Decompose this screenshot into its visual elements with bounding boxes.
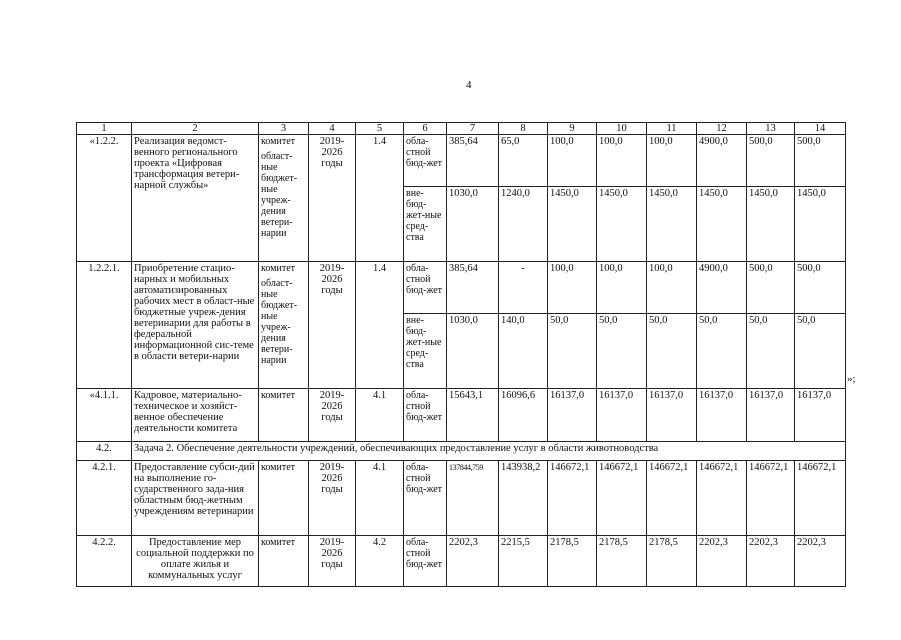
value-cell: 500,0 <box>747 262 795 314</box>
funding-source: обла-стной бюд-жет <box>404 389 447 442</box>
row-indicator: 4.1 <box>356 389 404 442</box>
value-cell: 4900,0 <box>697 262 747 314</box>
value-cell: 50,0 <box>597 314 647 389</box>
row-executor <box>259 135 309 262</box>
value-cell: 1030,0 <box>447 314 499 389</box>
value-cell: 2178,5 <box>597 536 647 587</box>
value-cell: 146672,1 <box>747 461 795 536</box>
value-cell: 100,0 <box>597 262 647 314</box>
column-header: 1 <box>77 123 132 135</box>
value-cell: 385,64 <box>447 135 499 187</box>
column-header: 4 <box>309 123 356 135</box>
funding-source: обла-стной бюд-жет <box>404 262 447 314</box>
row-term: 2019-2026 годы <box>309 262 356 389</box>
row-indicator: 4.1 <box>356 461 404 536</box>
executor-main: комитет <box>261 136 296 147</box>
row-title: Кадровое, материально-техническое и хозяйст-венное обеспечение деятельности комитета <box>132 389 259 442</box>
value-cell: - <box>499 262 548 314</box>
value-cell: 16096,6 <box>499 389 548 442</box>
value-cell: 143938,2 <box>499 461 548 536</box>
column-header: 14 <box>795 123 846 135</box>
column-header: 10 <box>597 123 647 135</box>
column-header: 13 <box>747 123 795 135</box>
value-cell: 100,0 <box>548 262 597 314</box>
value-cell: 2202,3 <box>697 536 747 587</box>
value-cell: 385,64 <box>447 262 499 314</box>
column-header: 7 <box>447 123 499 135</box>
value-cell: 146672,1 <box>795 461 846 536</box>
value-cell: 137844,759 <box>447 461 499 536</box>
row-code: «1.2.2. <box>77 135 132 262</box>
value-cell: 146672,1 <box>548 461 597 536</box>
task-title: Задача 2. Обеспечение деятельности учреждений, обеспечивающих предоставление услуг в области животноводства <box>132 442 846 461</box>
row-executor: комитет <box>259 389 309 442</box>
row-term: 2019-2026 годы <box>309 461 356 536</box>
column-header: 2 <box>132 123 259 135</box>
column-header: 9 <box>548 123 597 135</box>
value-cell: 15643,1 <box>447 389 499 442</box>
row-indicator: 4.2 <box>356 536 404 587</box>
row-executor: комитет <box>259 461 309 536</box>
row-term: 2019-2026 годы <box>309 135 356 262</box>
value-cell: 2178,5 <box>548 536 597 587</box>
table-row <box>77 135 846 187</box>
value-cell: 2202,3 <box>447 536 499 587</box>
value-cell: 100,0 <box>647 135 697 187</box>
value-cell: 50,0 <box>747 314 795 389</box>
value-cell: 16137,0 <box>597 389 647 442</box>
value-cell: 16137,0 <box>747 389 795 442</box>
row-code: 4.2.2. <box>77 536 132 587</box>
column-header: 6 <box>404 123 447 135</box>
value-cell: 50,0 <box>697 314 747 389</box>
row-code: 1.2.2.1. <box>77 262 132 389</box>
value-cell: 16137,0 <box>647 389 697 442</box>
row-title: Приобретение стацио-нарных и мобильных автоматизированных рабочих мест в област-ные бюджетные учреж-дения ветеринарии для работы в федеральной информационной сис-теме в области ветери-нарии <box>132 262 259 389</box>
value-cell: 140,0 <box>499 314 548 389</box>
value-cell: 65,0 <box>499 135 548 187</box>
executor-sub: област-ные бюджет-ные учреж-дения ветери-нарии <box>261 278 298 366</box>
column-header: 12 <box>697 123 747 135</box>
executor-main: комитет <box>261 263 296 274</box>
value-cell: 146672,1 <box>697 461 747 536</box>
value-cell: 1030,0 <box>447 187 499 262</box>
value-cell: 1450,0 <box>647 187 697 262</box>
row-code: 4.2. <box>77 442 132 461</box>
task-row <box>77 442 846 461</box>
value-cell: 16137,0 <box>795 389 846 442</box>
value-cell: 16137,0 <box>548 389 597 442</box>
value-cell: 50,0 <box>795 314 846 389</box>
column-header: 3 <box>259 123 309 135</box>
table-row <box>77 461 846 536</box>
funding-source: вне-бюд-жет-ные сред-ства <box>404 187 447 262</box>
value-cell: 100,0 <box>548 135 597 187</box>
executor-sub: област-ные бюджет-ные учреж-дения ветери-нарии <box>261 151 298 239</box>
value-cell: 1450,0 <box>747 187 795 262</box>
value-cell: 146672,1 <box>647 461 697 536</box>
value-cell: 146672,1 <box>597 461 647 536</box>
funding-source: обла-стной бюд-жет <box>404 461 447 536</box>
column-header: 11 <box>647 123 697 135</box>
row-indicator: 1.4 <box>356 262 404 389</box>
value-cell: 1450,0 <box>697 187 747 262</box>
column-number-row <box>77 123 846 135</box>
value-cell: 500,0 <box>795 135 846 187</box>
column-header: 8 <box>499 123 548 135</box>
row-title: Предоставление мер социальной поддержки по оплате жилья и коммунальных услуг <box>132 536 259 587</box>
value-cell: 2202,3 <box>795 536 846 587</box>
table-row <box>77 389 846 442</box>
value-cell: 1240,0 <box>499 187 548 262</box>
row-term: 2019-2026 годы <box>309 389 356 442</box>
table-row <box>77 536 846 587</box>
closing-quote-mark: »; <box>847 373 856 385</box>
value-cell: 500,0 <box>747 135 795 187</box>
row-code: 4.2.1. <box>77 461 132 536</box>
row-executor <box>259 262 309 389</box>
funding-source: обла-стной бюд-жет <box>404 536 447 587</box>
value-cell: 50,0 <box>647 314 697 389</box>
row-indicator: 1.4 <box>356 135 404 262</box>
row-title: Предоставление субси-дий на выполнение го-сударственного зада-ния областным бюд-жетным учреждениям ветеринарии <box>132 461 259 536</box>
funding-source: вне-бюд-жет-ные сред-ства <box>404 314 447 389</box>
value-cell: 1450,0 <box>795 187 846 262</box>
row-executor: комитет <box>259 536 309 587</box>
value-cell: 16137,0 <box>697 389 747 442</box>
column-header: 5 <box>356 123 404 135</box>
row-title: Реализация ведомст-венного регионального проекта «Цифровая трансформация ветери-нарной службы» <box>132 135 259 262</box>
funding-source: обла-стной бюд-жет <box>404 135 447 187</box>
value-cell: 100,0 <box>647 262 697 314</box>
value-cell: 1450,0 <box>597 187 647 262</box>
value-cell: 2202,3 <box>747 536 795 587</box>
value-cell: 1450,0 <box>548 187 597 262</box>
value-cell: 4900,0 <box>697 135 747 187</box>
value-cell: 50,0 <box>548 314 597 389</box>
row-term: 2019-2026 годы <box>309 536 356 587</box>
value-cell: 100,0 <box>597 135 647 187</box>
value-cell: 2215,5 <box>499 536 548 587</box>
page-number: 4 <box>466 79 472 91</box>
row-code: «4.1.1. <box>77 389 132 442</box>
value-cell: 2178,5 <box>647 536 697 587</box>
table-row <box>77 262 846 314</box>
value-cell: 500,0 <box>795 262 846 314</box>
budget-table <box>76 122 846 587</box>
